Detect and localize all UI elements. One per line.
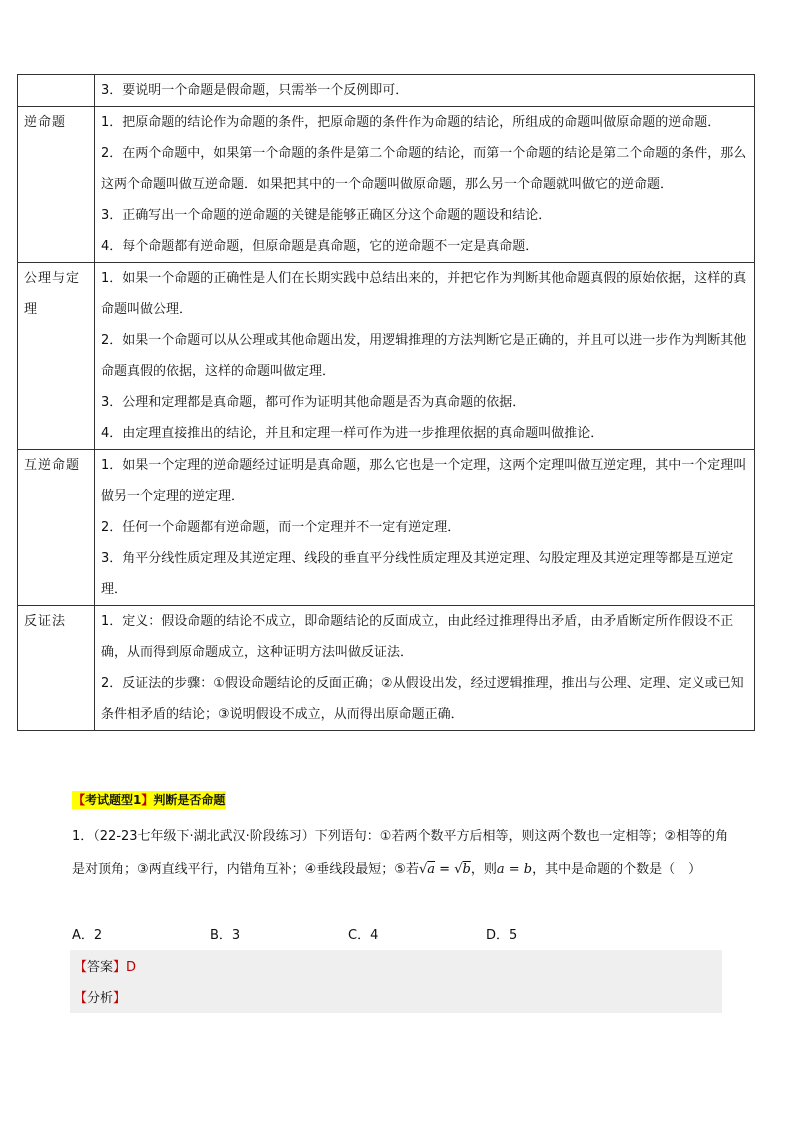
row-content bbox=[95, 606, 755, 731]
answer-value: D bbox=[126, 960, 137, 975]
row-line: 2．在两个命题中，如果第一个命题的条件是第二个命题的结论，而第一个命题的结论是第二个命题的条件，那么这两个命题叫做互逆命题．如果把其中的一个命题叫做原命题，那么另一个命题就叫做它的逆命题． bbox=[101, 146, 747, 192]
heading-open-bracket: 【 bbox=[73, 793, 86, 807]
heading-tag: 考试题型1 bbox=[85, 793, 142, 807]
row-content bbox=[95, 263, 755, 450]
row-content bbox=[95, 75, 755, 107]
row-line: 3．角平分线性质定理及其逆定理、线段的垂直平分线性质定理及其逆定理、勾股定理及其逆定理等都是互逆定理． bbox=[101, 551, 734, 597]
row-content bbox=[95, 107, 755, 263]
table-row bbox=[18, 450, 755, 606]
sqrt-b: √b bbox=[454, 862, 471, 877]
row-line: 2．如果一个命题可以从公理或其他命题出发，用逻辑推理的方法判断它是正确的，并且可以进一步作为判断其他命题真假的依据，这样的命题叫做定理． bbox=[101, 333, 747, 379]
analysis-line: 【分析】 bbox=[74, 991, 127, 1006]
row-label: 逆命题 bbox=[18, 107, 95, 263]
row-line: 3．公理和定理都是真命题，都可作为证明其他命题是否为真命题的依据． bbox=[101, 395, 526, 410]
answer-box bbox=[70, 950, 722, 1013]
heading-title: 判断是否命题 bbox=[153, 793, 226, 807]
heading-close-bracket: 】 bbox=[141, 793, 154, 807]
row-label: 互逆命题 bbox=[18, 450, 95, 606]
row-line: 4．每个命题都有逆命题，但原命题是真命题，它的逆命题不一定是真命题． bbox=[101, 239, 539, 254]
question-mid: ，则 bbox=[470, 862, 497, 877]
answer-line: 【答案】D bbox=[74, 960, 137, 975]
row-content bbox=[95, 450, 755, 606]
table-row bbox=[18, 107, 755, 263]
row-line: 3．要说明一个命题是假命题，只需举一个反例即可． bbox=[101, 83, 409, 98]
question-type-heading bbox=[72, 791, 226, 809]
table-row bbox=[18, 75, 755, 107]
question-1 bbox=[72, 820, 732, 886]
equals-sign: = bbox=[435, 862, 455, 877]
row-label: 反证法 bbox=[18, 606, 95, 731]
row-label: 公理与定理 bbox=[18, 263, 95, 450]
answer-options bbox=[72, 924, 732, 948]
row-line: 1．定义：假设命题的结论不成立，即命题结论的反面成立，由此经过推理得出矛盾，由矛盾断定所作假设不正确，从而得到原命题成立，这种证明方法叫做反证法． bbox=[101, 614, 734, 660]
answer-label: 答案 bbox=[87, 960, 114, 975]
question-tail: ，其中是命题的个数是（ ） bbox=[532, 862, 702, 877]
knowledge-table bbox=[17, 74, 755, 731]
row-line: 2．任何一个命题都有逆命题，而一个定理并不一定有逆定理． bbox=[101, 520, 461, 535]
table-row bbox=[18, 606, 755, 731]
row-label bbox=[18, 75, 95, 107]
analysis-label: 分析 bbox=[87, 991, 114, 1006]
question-text bbox=[72, 820, 732, 886]
row-line: 1．如果一个定理的逆命题经过证明是真命题，那么它也是一个定理，这两个定理叫做互逆定理，其中一个定理叫做另一个定理的逆定理． bbox=[101, 458, 747, 504]
row-line: 4．由定理直接推出的结论，并且和定理一样可作为进一步推理依据的真命题叫做推论． bbox=[101, 426, 604, 441]
row-line: 2．反证法的步骤：①假设命题结论的反面正确；②从假设出发，经过逻辑推理，推出与公理、定理、定义或已知条件相矛盾的结论；③说明假设不成立，从而得出原命题正确． bbox=[101, 676, 744, 722]
table-row bbox=[18, 263, 755, 450]
question-intro: 1．（22-23七年级下·湖北武汉·阶段练习）下列语句：①若两个数平方后相等，则这两个数也一定相等；②相等的角是对顶角；③两直线平行，内错角互补；④垂线段最短；⑤若 bbox=[72, 829, 729, 877]
row-line: 1．把原命题的结论作为命题的条件，把原命题的条件作为命题的结论，所组成的命题叫做原命题的逆命题． bbox=[101, 115, 721, 130]
option-a: A．2 bbox=[72, 928, 103, 943]
relation-a-eq-b: a = b bbox=[496, 862, 533, 877]
row-line: 3．正确写出一个命题的逆命题的关键是能够正确区分这个命题的题设和结论． bbox=[101, 208, 552, 223]
option-c: C．4 bbox=[348, 928, 379, 943]
row-line: 1．如果一个命题的正确性是人们在长期实践中总结出来的，并把它作为判断其他命题真假的原始依据，这样的真命题叫做公理． bbox=[101, 271, 747, 317]
option-b: B．3 bbox=[210, 928, 241, 943]
sqrt-a: √a bbox=[418, 862, 436, 877]
option-d: D．5 bbox=[486, 928, 518, 943]
